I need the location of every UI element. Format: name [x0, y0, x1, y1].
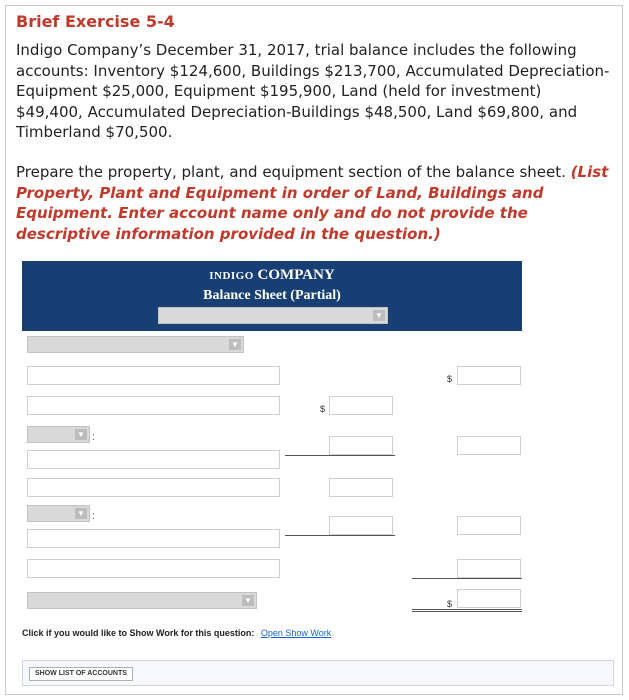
- double-underline-top: [412, 609, 522, 610]
- net-buildings-amount-input[interactable]: [457, 436, 521, 455]
- other-account-input[interactable]: [27, 559, 280, 578]
- section-heading-select[interactable]: [27, 336, 244, 353]
- show-list-of-accounts-button[interactable]: SHOW LIST OF ACCOUNTS: [29, 667, 133, 681]
- instruction-text: (List Property, Plant and Equipment in order of Land, Buildings and Equipment. Enter account name only and do not provide the descriptive information provided in the question.): [16, 163, 609, 243]
- equipment-amount-input[interactable]: [329, 478, 393, 497]
- accum-dep-buildings-amount-input[interactable]: [329, 436, 393, 455]
- less-select-equipment[interactable]: [27, 505, 90, 522]
- buildings-amount-input[interactable]: [329, 396, 393, 415]
- equipment-account-input[interactable]: [27, 478, 280, 497]
- date-select[interactable]: [158, 307, 388, 324]
- land-account-input[interactable]: [27, 366, 280, 385]
- exercise-task: [16, 162, 612, 244]
- company-name: [22, 267, 522, 284]
- total-select[interactable]: [27, 592, 257, 609]
- colon: :: [92, 511, 95, 522]
- accum-dep-equipment-account-input[interactable]: [27, 529, 280, 548]
- subtotal-underline: [285, 455, 395, 456]
- exercise-title: Brief Exercise 5-4: [16, 12, 175, 31]
- exercise-prompt: Indigo Company’s December 31, 2017, trial balance includes the following accounts: Inventory $124,600, Buildings $213,700, Accumulated Depreciation-Equipment $25,000, Equipment $195,900, Land (held for investment) $49,400, Accumulated Depreciation-Buildings $48,500, Land $69,800, and Timberland $70,500.: [16, 41, 610, 141]
- balance-sheet-header: [22, 261, 522, 331]
- accounts-bar: [22, 660, 614, 686]
- statement-title: Balance Sheet (Partial): [203, 288, 341, 303]
- subtotal-underline: [285, 535, 395, 536]
- total-amount-input[interactable]: [457, 589, 521, 608]
- currency-sign: $: [447, 599, 453, 609]
- show-work-prompt: Click if you would like to Show Work for this question:: [22, 628, 255, 638]
- company-name-rest: COMPANY: [257, 267, 335, 283]
- chevron-down-icon: ▼: [229, 339, 241, 350]
- other-amount-input[interactable]: [457, 559, 521, 578]
- accum-dep-buildings-account-input[interactable]: [27, 450, 280, 469]
- task-text: Prepare the property, plant, and equipment section of the balance sheet.: [16, 163, 566, 181]
- currency-sign: $: [320, 404, 326, 414]
- land-amount-input[interactable]: [457, 366, 521, 385]
- currency-sign: $: [447, 374, 453, 384]
- chevron-down-icon: ▼: [242, 595, 254, 606]
- chevron-down-icon: ▼: [75, 508, 87, 519]
- open-show-work-link[interactable]: Open Show Work: [260, 628, 332, 638]
- chevron-down-icon: ▼: [75, 429, 87, 440]
- less-select-buildings[interactable]: [27, 426, 90, 443]
- colon: :: [92, 432, 95, 443]
- chevron-down-icon: ▼: [373, 310, 385, 321]
- company-name-smallcaps: INDIGO: [209, 270, 254, 282]
- accum-dep-equipment-amount-input[interactable]: [329, 516, 393, 535]
- net-equipment-amount-input[interactable]: [457, 516, 521, 535]
- buildings-account-input[interactable]: [27, 396, 280, 415]
- show-work-row: [22, 628, 331, 638]
- total-underline: [412, 578, 522, 579]
- double-underline-bottom: [412, 611, 522, 612]
